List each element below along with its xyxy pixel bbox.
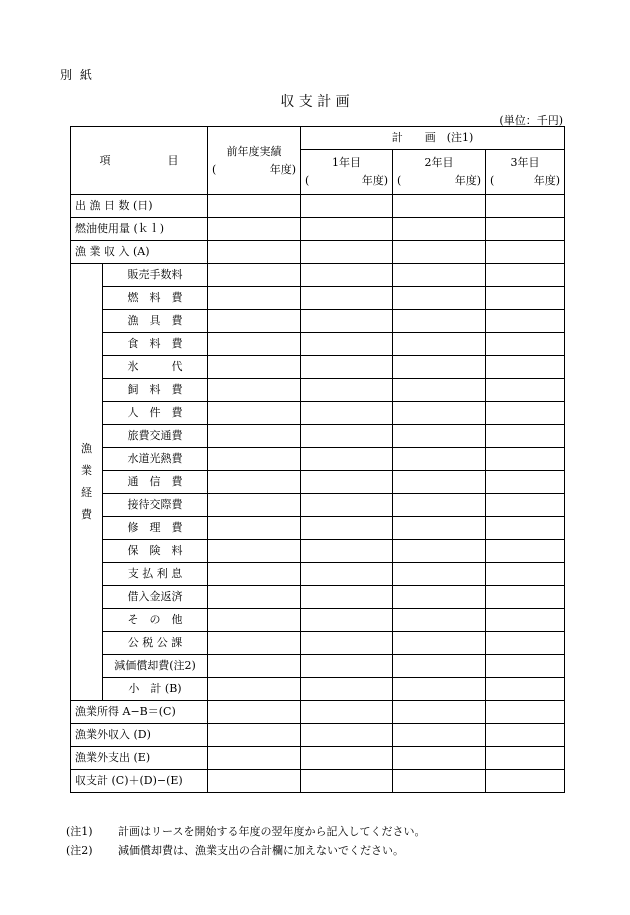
page-title: 収 支 計 画 (280, 94, 350, 110)
value-cell[interactable] (301, 747, 393, 770)
value-cell[interactable] (486, 264, 565, 287)
year-3-label: 3年目 (510, 156, 540, 169)
value-cell[interactable] (393, 494, 486, 517)
expense-item-label: 氷 代 (103, 356, 208, 379)
value-cell[interactable] (393, 425, 486, 448)
table-row (71, 678, 565, 701)
expense-group-char: 経 (81, 486, 92, 499)
value-cell[interactable] (301, 264, 393, 287)
value-cell[interactable] (486, 517, 565, 540)
year-2-label: 2年目 (424, 156, 454, 169)
value-cell[interactable] (486, 747, 565, 770)
header-item-char-2: 目 (167, 153, 179, 167)
expense-item-label: 旅費交通費 (103, 425, 208, 448)
value-cell[interactable] (301, 379, 393, 402)
row-label: 漁業所得 A−B＝(C) (71, 701, 208, 724)
value-cell[interactable] (301, 356, 393, 379)
table-row (71, 241, 565, 264)
value-cell[interactable] (301, 310, 393, 333)
table-row (71, 471, 565, 494)
value-cell[interactable] (301, 471, 393, 494)
note-2 (66, 841, 425, 860)
year-1-open: ( (305, 174, 310, 187)
value-cell[interactable] (208, 218, 301, 241)
attachment-label: 別 紙 (60, 68, 94, 82)
value-cell[interactable] (486, 563, 565, 586)
value-cell[interactable] (393, 333, 486, 356)
header-item-cell (71, 127, 208, 195)
value-cell[interactable] (486, 425, 565, 448)
value-cell[interactable] (486, 678, 565, 701)
value-cell[interactable] (486, 724, 565, 747)
value-cell[interactable] (208, 517, 301, 540)
value-cell[interactable] (208, 241, 301, 264)
value-cell[interactable] (301, 609, 393, 632)
table-row (71, 287, 565, 310)
row-label: 燃油使用量 (ｋｌ) (71, 218, 208, 241)
expense-item-label: 修 理 費 (103, 517, 208, 540)
value-cell[interactable] (393, 287, 486, 310)
value-cell[interactable] (393, 356, 486, 379)
expense-item-label: 燃 料 費 (103, 287, 208, 310)
expense-group-char: 費 (81, 508, 92, 521)
expense-item-label: 通 信 費 (103, 471, 208, 494)
expense-item-label: そ の 他 (103, 609, 208, 632)
table-row (71, 379, 565, 402)
table-row (71, 264, 565, 287)
table-row (71, 724, 565, 747)
table-row (71, 540, 565, 563)
header-prev-cell (208, 127, 301, 195)
header-year-2 (393, 150, 486, 195)
header-row-1 (71, 127, 565, 150)
budget-table (70, 126, 565, 793)
note-1 (66, 822, 425, 841)
year-3-open: ( (490, 174, 495, 187)
value-cell[interactable] (301, 333, 393, 356)
value-cell[interactable] (208, 563, 301, 586)
value-cell[interactable] (301, 724, 393, 747)
value-cell[interactable] (393, 632, 486, 655)
value-cell[interactable] (208, 195, 301, 218)
table-row (71, 448, 565, 471)
value-cell[interactable] (486, 609, 565, 632)
table-row (71, 770, 565, 793)
value-cell[interactable] (486, 770, 565, 793)
value-cell[interactable] (393, 701, 486, 724)
value-cell[interactable] (301, 632, 393, 655)
value-cell[interactable] (393, 195, 486, 218)
value-cell[interactable] (486, 310, 565, 333)
value-cell[interactable] (393, 402, 486, 425)
notes (66, 822, 425, 860)
table-row (71, 747, 565, 770)
value-cell[interactable] (208, 632, 301, 655)
value-cell[interactable] (208, 540, 301, 563)
unit-label: (単位：千円) (499, 114, 563, 127)
expense-item-label: 販売手数料 (103, 264, 208, 287)
expense-item-label: 借入金返済 (103, 586, 208, 609)
value-cell[interactable] (393, 264, 486, 287)
value-cell[interactable] (393, 379, 486, 402)
value-cell[interactable] (208, 333, 301, 356)
value-cell[interactable] (208, 747, 301, 770)
table-row (71, 402, 565, 425)
value-cell[interactable] (486, 287, 565, 310)
value-cell[interactable] (208, 448, 301, 471)
table-row (71, 701, 565, 724)
table-row (71, 563, 565, 586)
row-label: 漁業外収入 (D) (71, 724, 208, 747)
header-year-1 (301, 150, 393, 195)
value-cell[interactable] (301, 678, 393, 701)
value-cell[interactable] (486, 471, 565, 494)
table-row (71, 517, 565, 540)
expense-item-label: 漁 具 費 (103, 310, 208, 333)
expense-item-label: 公 税 公 課 (103, 632, 208, 655)
value-cell[interactable] (393, 770, 486, 793)
value-cell[interactable] (208, 356, 301, 379)
value-cell[interactable] (486, 379, 565, 402)
year-2-open: ( (397, 174, 402, 187)
value-cell[interactable] (301, 241, 393, 264)
value-cell[interactable] (393, 563, 486, 586)
value-cell[interactable] (301, 218, 393, 241)
table-row (71, 356, 565, 379)
row-label: 漁業外支出 (E) (71, 747, 208, 770)
value-cell[interactable] (301, 701, 393, 724)
value-cell[interactable] (301, 540, 393, 563)
value-cell[interactable] (301, 586, 393, 609)
expense-group-char: 業 (81, 464, 92, 477)
value-cell[interactable] (301, 448, 393, 471)
value-cell[interactable] (486, 241, 565, 264)
value-cell[interactable] (301, 402, 393, 425)
table-row (71, 218, 565, 241)
note-1-label: (注1) (66, 825, 93, 838)
value-cell[interactable] (486, 494, 565, 517)
table-row (71, 310, 565, 333)
value-cell[interactable] (486, 195, 565, 218)
row-label: 出 漁 日 数 (日) (71, 195, 208, 218)
value-cell[interactable] (301, 494, 393, 517)
value-cell[interactable] (208, 609, 301, 632)
expense-item-label: 人 件 費 (103, 402, 208, 425)
header-plan-cell: 計 画 (注1) (301, 127, 565, 150)
value-cell[interactable] (208, 264, 301, 287)
header-prev-close: 年度) (269, 162, 296, 176)
row-label: 収支計 (C)＋(D)−(E) (71, 770, 208, 793)
expense-item-label: 水道光熱費 (103, 448, 208, 471)
value-cell[interactable] (486, 540, 565, 563)
value-cell[interactable] (393, 655, 486, 678)
value-cell[interactable] (393, 724, 486, 747)
value-cell[interactable] (393, 448, 486, 471)
header-prev-label: 前年度実績 (226, 144, 282, 158)
value-cell[interactable] (393, 678, 486, 701)
value-cell[interactable] (393, 310, 486, 333)
value-cell[interactable] (208, 586, 301, 609)
value-cell[interactable] (486, 333, 565, 356)
value-cell[interactable] (301, 517, 393, 540)
expense-item-label: 支 払 利 息 (103, 563, 208, 586)
expense-group-label (71, 264, 103, 701)
value-cell[interactable] (486, 655, 565, 678)
value-cell[interactable] (393, 540, 486, 563)
expense-item-label: 減価償却費(注2) (103, 655, 208, 678)
table-row (71, 195, 565, 218)
value-cell[interactable] (393, 747, 486, 770)
value-cell[interactable] (393, 241, 486, 264)
value-cell[interactable] (208, 425, 301, 448)
value-cell[interactable] (486, 402, 565, 425)
value-cell[interactable] (301, 425, 393, 448)
value-cell[interactable] (486, 448, 565, 471)
value-cell[interactable] (486, 356, 565, 379)
expense-item-label: 接待交際費 (103, 494, 208, 517)
expense-group-char: 漁 (81, 442, 92, 455)
header-item-char-1: 項 (99, 153, 111, 167)
value-cell[interactable] (393, 517, 486, 540)
value-cell[interactable] (301, 287, 393, 310)
value-cell[interactable] (393, 218, 486, 241)
table-row (71, 494, 565, 517)
header-prev-open: ( (212, 162, 217, 176)
table-row (71, 333, 565, 356)
value-cell[interactable] (208, 471, 301, 494)
value-cell[interactable] (208, 310, 301, 333)
value-cell[interactable] (486, 701, 565, 724)
year-2-close: 年度) (454, 174, 481, 187)
value-cell[interactable] (208, 724, 301, 747)
expense-item-label: 小 計 (B) (103, 678, 208, 701)
value-cell[interactable] (208, 494, 301, 517)
value-cell[interactable] (486, 218, 565, 241)
value-cell[interactable] (486, 632, 565, 655)
year-1-close: 年度) (361, 174, 388, 187)
note-2-text: 減価償却費は、漁業支出の合計欄に加えないでください。 (118, 844, 404, 857)
table-row (71, 655, 565, 678)
value-cell[interactable] (208, 678, 301, 701)
table-row (71, 425, 565, 448)
value-cell[interactable] (208, 770, 301, 793)
value-cell[interactable] (301, 195, 393, 218)
value-cell[interactable] (208, 287, 301, 310)
value-cell[interactable] (208, 379, 301, 402)
value-cell[interactable] (393, 609, 486, 632)
table-body (71, 127, 565, 793)
value-cell[interactable] (393, 586, 486, 609)
table-row (71, 632, 565, 655)
row-label: 漁 業 収 入 (A) (71, 241, 208, 264)
header-year-3 (486, 150, 565, 195)
expense-item-label: 食 料 費 (103, 333, 208, 356)
value-cell[interactable] (301, 770, 393, 793)
value-cell[interactable] (301, 563, 393, 586)
year-3-close: 年度) (533, 174, 561, 187)
table-row (71, 586, 565, 609)
value-cell[interactable] (208, 402, 301, 425)
value-cell[interactable] (208, 655, 301, 678)
year-1-label: 1年目 (332, 156, 361, 169)
note-1-text: 計画はリースを開始する年度の翌年度から記入してください。 (118, 825, 426, 838)
expense-item-label: 飼 料 費 (103, 379, 208, 402)
table-row (71, 609, 565, 632)
value-cell[interactable] (301, 655, 393, 678)
note-2-label: (注2) (66, 844, 93, 857)
expense-item-label: 保 険 料 (103, 540, 208, 563)
value-cell[interactable] (208, 701, 301, 724)
value-cell[interactable] (393, 471, 486, 494)
value-cell[interactable] (486, 586, 565, 609)
